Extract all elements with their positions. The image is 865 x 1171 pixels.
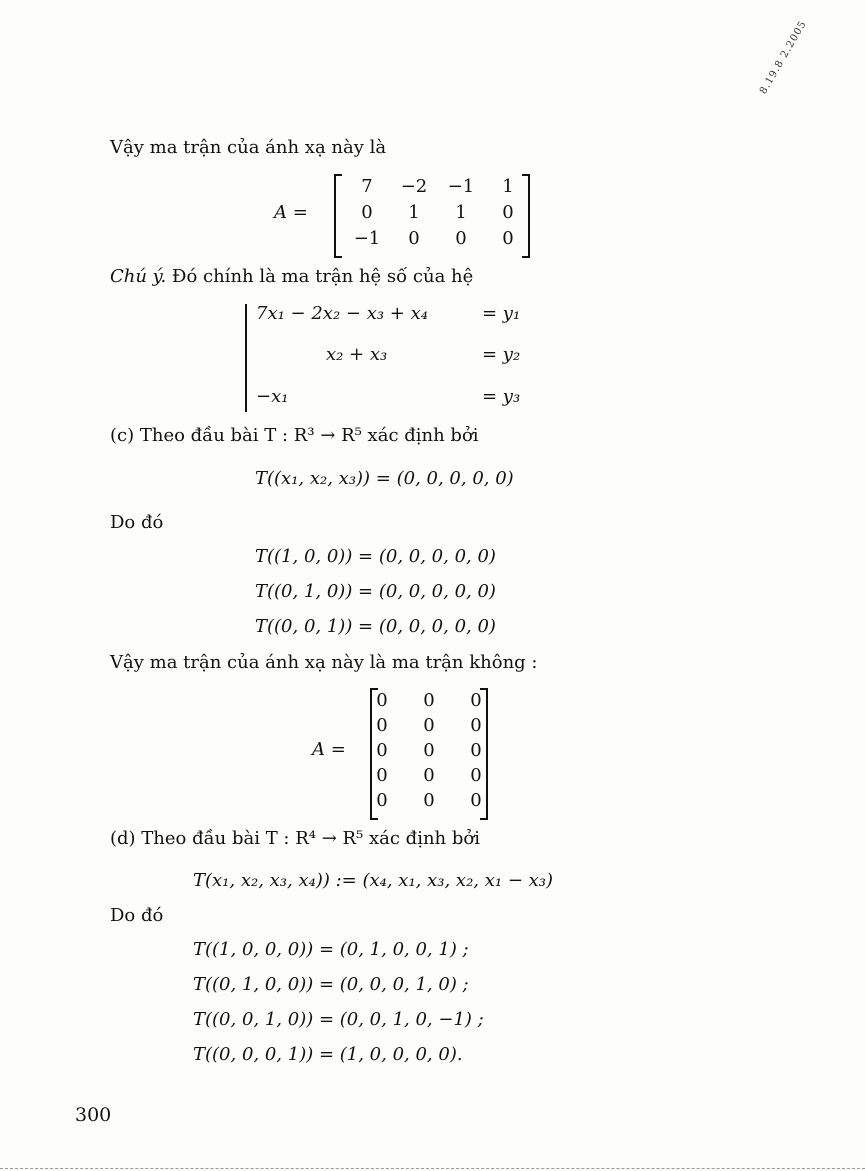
part-d-intro: (d) Theo đầu bài T : R⁴ → R⁵ xác định bởi: [110, 828, 480, 849]
c-result-1: T((1, 0, 0)) = (0, 0, 0, 0, 0): [255, 546, 496, 567]
matrix-cell: 0: [470, 715, 482, 736]
matrix-label: A =: [274, 202, 308, 223]
eq2-rhs: = y₂: [482, 344, 521, 365]
part-c-definition: T((x₁, x₂, x₃)) = (0, 0, 0, 0, 0): [255, 468, 514, 489]
c-result-2: T((0, 1, 0)) = (0, 0, 0, 0, 0): [255, 581, 496, 602]
matrix-cell: 1: [502, 176, 514, 197]
do-do-1: Do đó: [110, 512, 164, 533]
page-number: 300: [75, 1104, 112, 1126]
eq3-lhs: −x₁: [256, 386, 289, 407]
part-c-intro: (c) Theo đầu bài T : R³ → R⁵ xác định bởi: [110, 425, 479, 446]
d-result-1: T((1, 0, 0, 0)) = (0, 1, 0, 0, 1) ;: [193, 939, 469, 960]
page-edge-rule: [0, 1168, 865, 1169]
matrix-cell: −1: [447, 176, 475, 197]
d-result-4: T((0, 0, 0, 1)) = (1, 0, 0, 0, 0).: [193, 1044, 463, 1065]
d-result-3: T((0, 0, 1, 0)) = (0, 0, 1, 0, −1) ;: [193, 1009, 484, 1030]
matrix-cell: 0: [376, 690, 388, 711]
c-result-3: T((0, 0, 1)) = (0, 0, 0, 0, 0): [255, 616, 496, 637]
left-bracket: [334, 174, 342, 258]
eq3-rhs: = y₃: [482, 386, 521, 407]
matrix-cell: 0: [423, 690, 435, 711]
part-d-definition: T(x₁, x₂, x₃, x₄)) := (x₄, x₁, x₃, x₂, x₁ − x₃): [193, 870, 554, 891]
d-result-2: T((0, 1, 0, 0)) = (0, 0, 0, 1, 0) ;: [193, 974, 469, 995]
matrix-cell: 1: [455, 202, 467, 223]
eq2-lhs: x₂ + x₃: [326, 344, 388, 365]
matrix-cell: 0: [502, 202, 514, 223]
matrix-cell: −1: [353, 228, 381, 249]
chu-y-note: [110, 266, 473, 287]
system-brace: [245, 304, 247, 412]
matrix-cell: 0: [361, 202, 373, 223]
text-line: Vậy ma trận của ánh xạ này là: [110, 137, 387, 158]
matrix-cell: 0: [376, 765, 388, 786]
matrix-cell: 0: [408, 228, 420, 249]
matrix-cell: 0: [376, 715, 388, 736]
eq1-rhs: = y₁: [482, 303, 521, 324]
matrix-cell: 0: [470, 790, 482, 811]
matrix-cell: 0: [423, 790, 435, 811]
matrix-cell: 0: [470, 765, 482, 786]
matrix-cell: −2: [400, 176, 428, 197]
matrix-cell: 0: [502, 228, 514, 249]
chu-y-label: Chú ý.: [110, 266, 167, 287]
matrix-cell: 0: [470, 740, 482, 761]
matrix-cell: 0: [376, 790, 388, 811]
matrix-cell: 0: [455, 228, 467, 249]
right-bracket: [522, 174, 530, 258]
matrix-cell: 0: [423, 715, 435, 736]
part-c-conclusion: Vậy ma trận của ánh xạ này là ma trận không :: [110, 652, 538, 673]
matrix-cell: 0: [423, 740, 435, 761]
eq1-lhs: 7x₁ − 2x₂ − x₃ + x₄: [256, 303, 428, 324]
matrix-cell: 0: [376, 740, 388, 761]
chu-y-text: Đó chính là ma trận hệ số của hệ: [171, 266, 474, 287]
matrix-cell: 1: [408, 202, 420, 223]
library-stamp: 8.19.8 2.2005: [757, 18, 810, 97]
matrix-label: A =: [312, 739, 346, 760]
matrix-cell: 0: [470, 690, 482, 711]
matrix-cell: 7: [361, 176, 373, 197]
do-do-2: Do đó: [110, 905, 164, 926]
matrix-cell: 0: [423, 765, 435, 786]
